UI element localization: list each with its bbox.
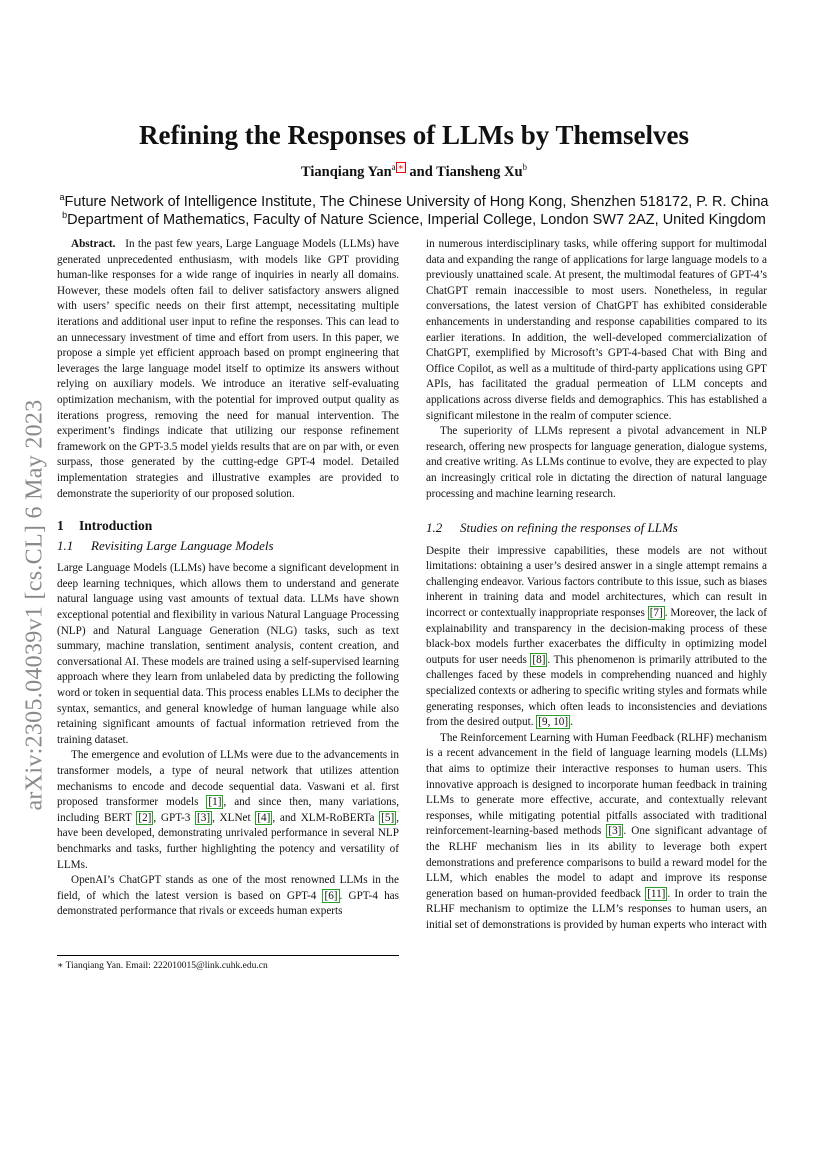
subsection-heading: [426, 520, 767, 536]
citation-link[interactable]: [3]: [197, 811, 211, 824]
section-heading: [57, 518, 399, 534]
author-1-affil: a: [391, 162, 396, 172]
abstract: [57, 237, 399, 502]
citation-link[interactable]: [7]: [649, 607, 663, 620]
footnote-rule: [57, 955, 399, 956]
affiliation-a-text: Future Network of Intelligence Institute, The Chinese University of Hong Kong, Shenzhen 518172, P. R. China: [64, 193, 769, 210]
citation-link[interactable]: [3]: [608, 825, 622, 838]
left-column: [57, 237, 399, 920]
right-column: [426, 237, 767, 934]
subsection-number: 1.1: [57, 537, 74, 553]
section-title: Introduction: [79, 518, 153, 534]
footnote: [57, 955, 399, 973]
author-and: and: [405, 163, 437, 180]
paragraph: Despite their impressive capabilities, these models are not without limitations: obtaining a user’s desired answer in a single attempt remains a challenging endeavor. Various factors contribute to this issue, such as biases inherent in training data and model architectures, which can result in incorrect or contextually inappropriate responses [7] . Moreover, the lack of explainability and transparency in the decision-making process of these black-box models further exacerbates the difficulty in optimizing model outputs for user needs [8] . This phenomenon is primarily attributed to the challenges faced by these models in comprehending nuanced and highly specialized contexts or adhering to specific writing styles and formats while generating responses, which often leads to inconsistencies and deviations from the desired output. [9, 10] .: [426, 544, 767, 729]
paragraph: The emergence and evolution of LLMs were due to the advancements in transformer models, a type of neural network that utilizes attention mechanisms to encode and decode sequential data. Vaswani et al. first proposed transformer models [1] , and since then, many variations, including BERT [2] , GPT-3 [3] , XLNet [4] , and XLM-RoBERTa [5] , have been developed, demonstrating unrivaled performance in several NLP benchmarks and tasks, further highlighting the potency and versatility of LLMs.: [57, 749, 400, 871]
abstract-text: In the past few years, Large Language Models (LLMs) have generated unprecedented enthusiasm, with models like GPT providing human-like responses for a wide range of inquiries in nearly all domains. However, these models often fail to deliver satisfactory answers aligned with users’ specific needs on their first attempt, necessitating multiple iterations and additional user input to refine the responses. This can lead to an unnecessary investment of time and effort from users. In this paper, we propose a simple yet efficient approach based on prompt engineering that leverages the large language model itself to optimize its answers without relying on auxiliary models. We introduce an iterative self-evaluating optimization mechanism, with the potential for improved output quality as iterations progress, removing the need for manual intervention. The experiment’s findings indicate that utilizing our response refinement framework on the GPT-3.5 model yields results that are on par with, or even surpass, those generated by the cutting-edge GPT-4 model. Detailed implementation strategies and illustrative examples are provided to demonstrate the superiority of our proposed solution.: [57, 238, 399, 500]
subsection-number: 1.2: [426, 520, 443, 536]
paragraph: Large Language Models (LLMs) have become a significant development in deep learning techniques, which allows them to understand and generate natural language using vast amounts of textual data. LLMs have shown exceptional potential and flexibility in various Natural Language Processing (NLP) and Natural Language Generation (NLG) tasks, such as text summary, machine translation, sentiment analysis, content creation, and conversational AI. These models are trained using a self-supervised learning approach where they learn from unlabeled data by predicting the following word or token in sequential data. This process enables LLMs to decipher the syntax, semantics, and general knowledge of human language while also retaining significant amounts of factual information retrieved from the training dataset.: [57, 562, 399, 746]
affiliation-b: [0, 210, 828, 228]
arxiv-id-text: arXiv:2305.04039v1 [cs.CL] 6 May 2023: [21, 399, 48, 811]
citation-link[interactable]: [11]: [647, 887, 666, 900]
citation-link[interactable]: [9, 10]: [538, 716, 569, 729]
citation-link[interactable]: [2]: [138, 811, 152, 824]
affiliation-b-marker: b: [62, 210, 68, 220]
abstract-label: Abstract.: [71, 238, 116, 250]
affiliation-a: [0, 192, 828, 210]
arxiv-identifier: [20, 365, 50, 845]
subsection-title: Studies on refining the responses of LLMs: [460, 520, 678, 536]
author-line: [0, 162, 828, 181]
footnote-link[interactable]: ∗: [397, 162, 404, 172]
subsection-heading: [57, 538, 399, 554]
affiliation-b-text: Department of Mathematics, Faculty of Nature Science, Imperial College, London SW7 2AZ, United Kingdom: [67, 211, 766, 228]
paragraph: OpenAI’s ChatGPT stands as one of the most renowned LLMs in the field, of which the latest version is based on GPT-4 [6] . GPT-4 has demonstrated performance that rivals or exceeds human experts: [57, 874, 400, 918]
citation-link[interactable]: [6]: [324, 889, 338, 902]
footnote-text: ∗ Tianqiang Yan. Email: 222010015@link.cuhk.edu.cn: [57, 961, 268, 971]
citation-link[interactable]: [5]: [381, 811, 395, 824]
subsection-title: Revisiting Large Language Models: [91, 537, 274, 553]
author-2: Tiansheng Xu: [436, 163, 523, 180]
citation-link[interactable]: [8]: [532, 653, 546, 666]
paper-title: Refining the Responses of LLMs by Themselves: [138, 120, 690, 150]
author-1: Tianqiang Yan: [300, 163, 392, 180]
citation-link[interactable]: [1]: [208, 796, 222, 809]
paragraph: The Reinforcement Learning with Human Feedback (RLHF) mechanism is a recent advancement in the field of language learning models (LLMs) that aims to optimize their interactive responses to human users. This innovative approach is designed to incorporate human feedback in training LLMs to generate more effective, accurate, and contextually relevant responses, while mitigating potential pitfalls associated with traditional reinforcement-learning-based methods [3] . One significant advantage of the RLHF mechanism lies in its ability to leverage both expert demonstrations and preference comparisons to build a reward model for the LLM, which enables the model to adapt and improve its response generation based on human-provided feedback [11] . In order to train the RLHF mechanism to optimize the LLM’s responses to human users, an initial set of demonstrations is provided by human experts who interact with: [426, 731, 768, 931]
paragraph: The superiority of LLMs represent a pivotal advancement in NLP research, offering new prospects for language generation, dialogue systems, and creative writing. As LLMs continue to evolve, they are expected to play an increasingly critical role in dictating the direction of natural language processing and machine learning research.: [426, 425, 767, 500]
author-2-affil: b: [522, 162, 528, 172]
affiliation-a-marker: a: [59, 192, 65, 202]
paragraph: in numerous interdisciplinary tasks, while offering support for multimodal data and expanding the range of applications for large language models to a previously unattained scale. At present, the multimodal features of GPT-4’s ChatGPT remain inaccessible to most users. Nonetheless, in regular conversations, the latest version of ChatGPT has exhibited considerable enhancements in understanding and response capabilities compared to its earlier iterations. In addition, the well-developed commercialization of ChatGPT, exemplified by Microsoft’s GPT-4-based Chat with Bing and Office Copilot, as well as a multitude of third-party applications using GPT APIs, has facilitated the gradual permeation of LLM concepts and applications across diverse fields and demographics. This has established a significant milestone in the realm of computer science.: [426, 238, 767, 422]
section-number: 1: [57, 518, 64, 534]
citation-link[interactable]: [4]: [257, 811, 271, 824]
